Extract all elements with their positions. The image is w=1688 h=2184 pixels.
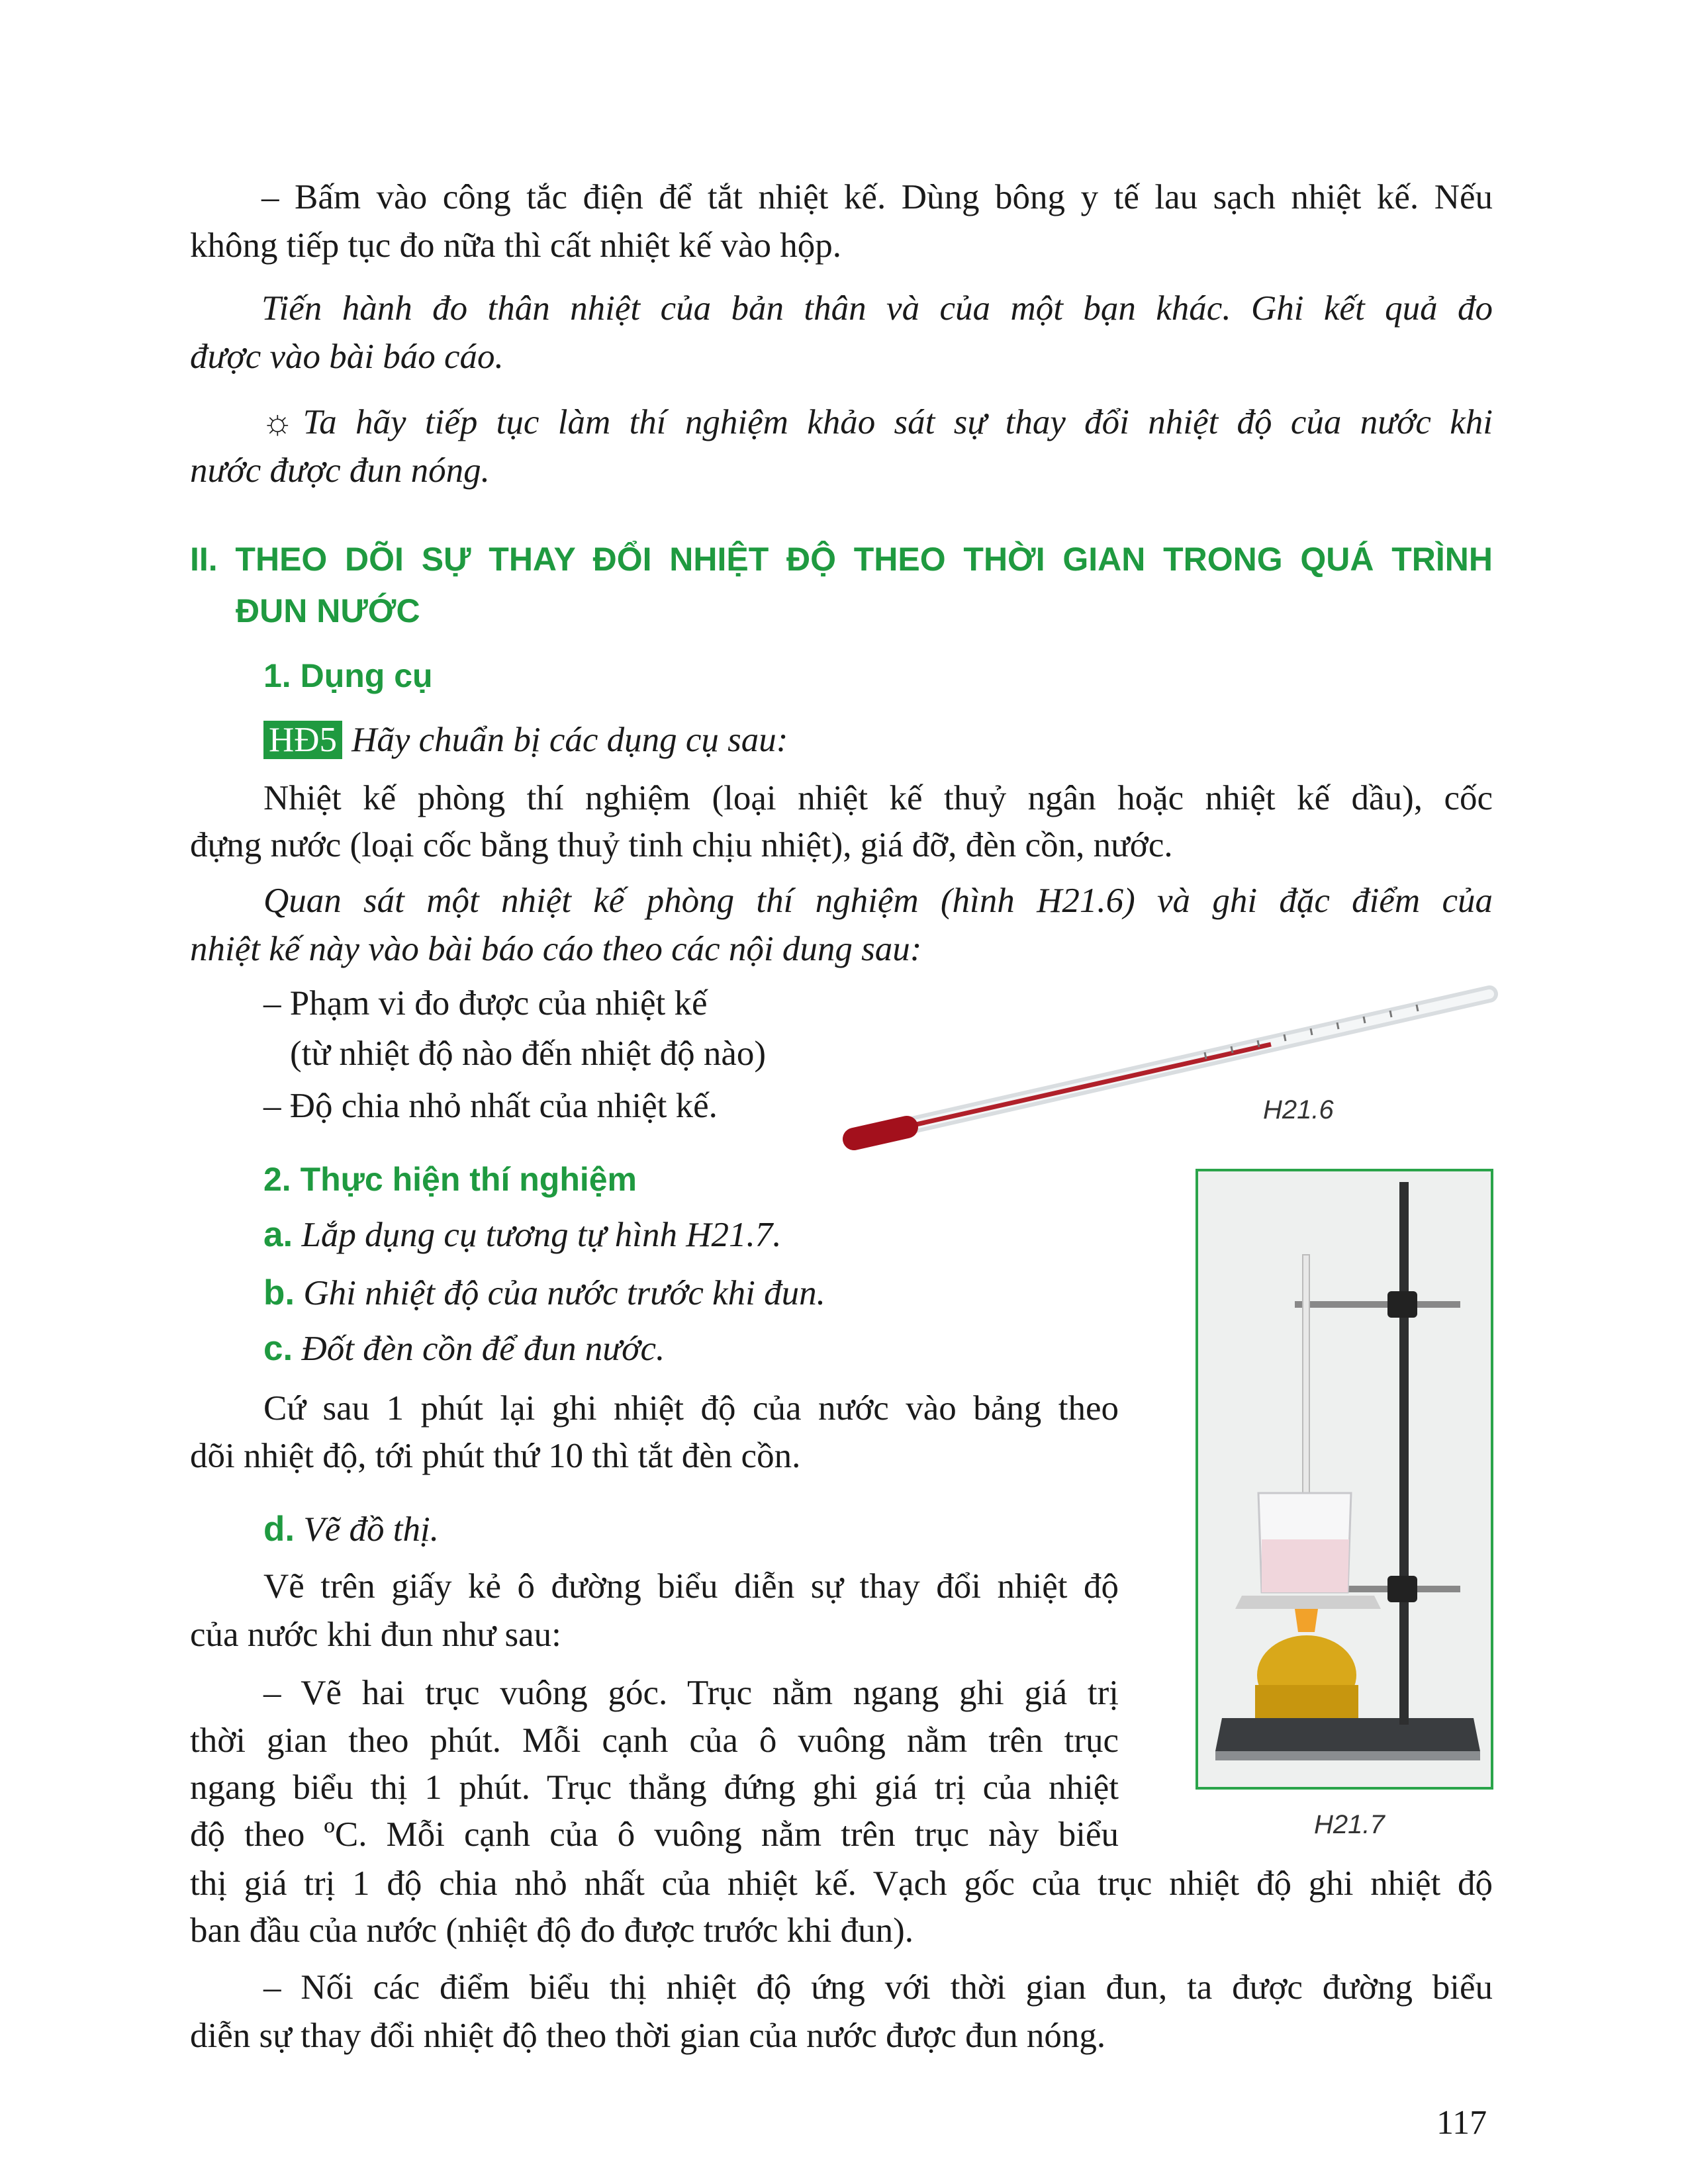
step-b	[263, 1272, 825, 1314]
step-text: Đốt đèn cồn để đun nước.	[301, 1330, 665, 1368]
step-label: c.	[263, 1329, 293, 1368]
sun-icon: ☼	[261, 403, 294, 441]
step-text: Ghi nhiệt độ của nước trước khi đun.	[303, 1274, 825, 1312]
step-text: Vẽ đồ thị.	[303, 1510, 439, 1549]
step-text: Lắp dụng cụ tương tự hình H21.7.	[301, 1216, 782, 1254]
paragraph-line: không tiếp tục đo nữa thì cất nhiệt kế vào hộp.	[190, 226, 841, 265]
paragraph-line: độ theo ºC. Mỗi cạnh của ô vuông nằm trên trục này biểu	[190, 1815, 1119, 1854]
figure-caption-h21-7: H21.7	[1314, 1810, 1385, 1839]
paragraph-line: – Vẽ hai trục vuông góc. Trục nằm ngang ghi giá trị	[263, 1674, 1119, 1712]
step-a	[263, 1214, 782, 1256]
paragraph-line: ban đầu của nước (nhiệt độ đo được trước khi đun).	[190, 1911, 914, 1950]
instruction-line: Tiến hành đo thân nhiệt của bản thân và của một bạn khác. Ghi kết quả đo	[261, 289, 1493, 328]
step-label: d.	[263, 1510, 295, 1549]
list-item: (từ nhiệt độ nào đến nhiệt độ nào)	[290, 1034, 767, 1073]
lab-setup-image	[1196, 1169, 1493, 1790]
paragraph-line: Nhiệt kế phòng thí nghiệm (loại nhiệt kế thuỷ ngân hoặc nhiệt kế dầu), cốc	[263, 779, 1493, 817]
activity-text: Hãy chuẩn bị các dụng cụ sau:	[352, 721, 788, 759]
transition-line	[261, 401, 1493, 443]
step-label: b.	[263, 1273, 295, 1312]
step-label: a.	[263, 1215, 293, 1254]
transition-text: Ta hãy tiếp tục làm thí nghiệm khảo sát sự thay đổi nhiệt độ của nước khi	[303, 403, 1493, 441]
paragraph-line: thời gian theo phút. Mỗi cạnh của ô vuông nằm trên trục	[190, 1721, 1119, 1760]
paragraph-line: ngang biểu thị 1 phút. Trục thẳng đứng ghi giá trị của nhiệt	[190, 1768, 1119, 1807]
paragraph-line: – Bấm vào công tắc điện để tắt nhiệt kế. Dùng bông y tế lau sạch nhiệt kế. Nếu	[261, 178, 1493, 216]
subheading-experiment: 2. Thực hiện thí nghiệm	[263, 1161, 637, 1198]
section-heading: II. THEO DÕI SỰ THAY ĐỔI NHIỆT ĐỘ THEO THỜI GIAN TRONG QUÁ TRÌNH	[190, 541, 1493, 578]
thermometer-image	[834, 979, 1503, 1158]
paragraph-line: Vẽ trên giấy kẻ ô đường biểu diễn sự thay đổi nhiệt độ	[263, 1567, 1119, 1606]
paragraph-line: đựng nước (loại cốc bằng thuỷ tinh chịu nhiệt), giá đỡ, đèn cồn, nước.	[190, 826, 1173, 864]
activity-line	[263, 719, 788, 761]
figure-caption-h21-6: H21.6	[1263, 1095, 1334, 1124]
paragraph-line: diễn sự thay đổi nhiệt độ theo thời gian của nước được đun nóng.	[190, 2017, 1106, 2055]
list-item: – Phạm vi đo được của nhiệt kế	[263, 984, 708, 1023]
paragraph-line: – Nối các điểm biểu thị nhiệt độ ứng với thời gian đun, ta được đường biểu	[263, 1968, 1493, 2007]
section-heading: ĐUN NƯỚC	[236, 592, 420, 629]
paragraph-line: Cứ sau 1 phút lại ghi nhiệt độ của nước vào bảng theo	[263, 1389, 1119, 1428]
transition-line: nước được đun nóng.	[190, 451, 490, 490]
paragraph-line: dõi nhiệt độ, tới phút thứ 10 thì tắt đèn cồn.	[190, 1437, 801, 1475]
page-number: 117	[1436, 2104, 1487, 2142]
instruction-line: Quan sát một nhiệt kế phòng thí nghiệm (hình H21.6) và ghi đặc điểm của	[263, 882, 1493, 920]
instruction-line: nhiệt kế này vào bài báo cáo theo các nội dung sau:	[190, 930, 922, 968]
step-c	[263, 1328, 665, 1370]
paragraph-line: thị giá trị 1 độ chia nhỏ nhất của nhiệt kế. Vạch gốc của trục nhiệt độ ghi nhiệt độ	[190, 1864, 1493, 1903]
instruction-line: được vào bài báo cáo.	[190, 338, 504, 376]
subheading-tools: 1. Dụng cụ	[263, 657, 433, 694]
list-item: – Độ chia nhỏ nhất của nhiệt kế.	[263, 1087, 718, 1125]
paragraph-line: của nước khi đun như sau:	[190, 1615, 561, 1654]
step-d	[263, 1508, 439, 1551]
activity-badge: HĐ5	[263, 721, 342, 759]
